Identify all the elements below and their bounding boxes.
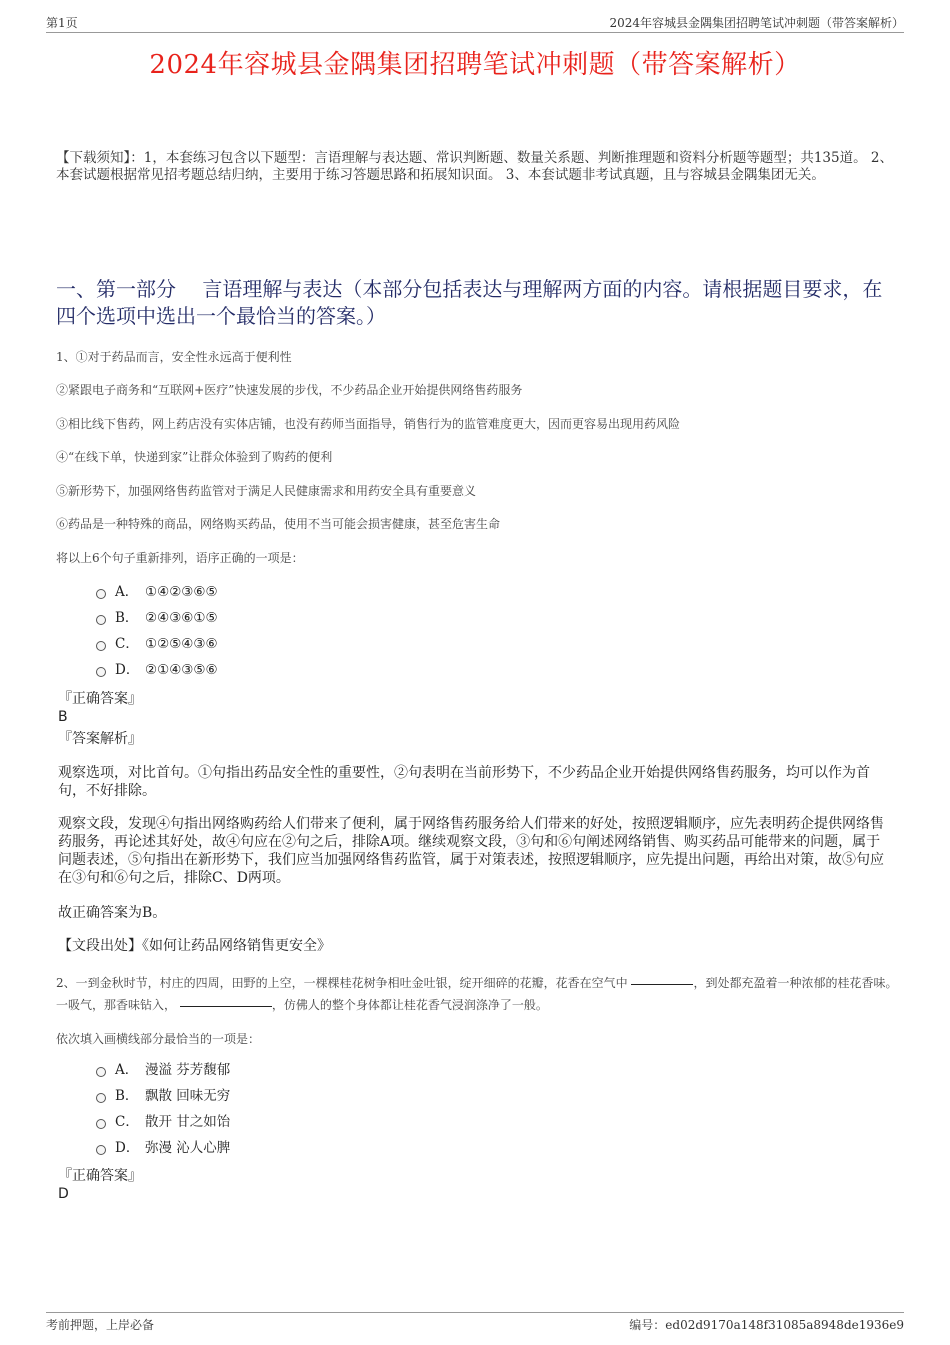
q2-options — [96, 1057, 230, 1161]
q2-option-b[interactable]: B． 飘散 回味无穷 — [96, 1083, 230, 1109]
download-notice: 【下载须知】：1，本套练习包含以下题型：言语理解与表达题、常识判断题、数量关系题、判断推理题和资料分析题等题型；共135道。 2、本套试题根据常见招考题总结归纳，主要用于练习答题思路和拓展知识面。 3、本套试题非考试真题，且与容城县金隅集团无关。 — [56, 150, 893, 183]
section-heading: 一、第一部分 言语理解与表达（本部分包括表达与理解两方面的内容。请根据题目要求，在四个选项中选出一个最恰当的答案。） — [56, 277, 883, 328]
q1-sentence-4: ④“在线下单，快递到家”让群众体验到了购药的便利 — [56, 450, 333, 464]
q1-sentence-6: ⑥药品是一种特殊的商品，网络购买药品，使用不当可能会损害健康，甚至危害生命 — [56, 517, 501, 531]
radio-button-icon[interactable] — [96, 615, 106, 625]
radio-button-icon[interactable] — [96, 589, 106, 599]
q1-option-c[interactable]: C． ①②⑤④③⑥ — [96, 631, 218, 657]
fill-blank-1[interactable] — [631, 984, 693, 985]
q1-analysis-label: 『答案解析』 — [58, 731, 142, 747]
q2-option-c[interactable]: C． 散开 甘之如饴 — [96, 1109, 230, 1135]
q1-sentence-3: ③相比线下售药，网上药店没有实体店铺，也没有药师当面指导，销售行为的监管难度更大，因而更容易出现用药风险 — [56, 417, 681, 431]
header-doc-title: 2024年容城县金隅集团招聘笔试冲刺题（带答案解析） — [609, 16, 904, 30]
q2-prompt: 依次填入画横线部分最恰当的一项是： — [56, 1032, 261, 1046]
footer-serial-number: 编号：ed02d9170a148f31085a8948de1936e9 — [629, 1318, 904, 1332]
q1-sentence-5: ⑤新形势下，加强网络售药监管对于满足人民健康需求和用药安全具有重要意义 — [56, 484, 477, 498]
q2-answer-value: D — [58, 1186, 69, 1202]
q1-option-b[interactable]: B． ②④③⑥①⑤ — [96, 605, 218, 631]
q2-option-d[interactable]: D． 弥漫 沁人心脾 — [96, 1135, 230, 1161]
radio-button-icon[interactable] — [96, 1093, 106, 1103]
footer-slogan: 考前押题，上岸必备 — [46, 1318, 155, 1332]
q1-analysis-paragraph-1: 观察选项，对比首句。①句指出药品安全性的重要性，②句表明在当前形势下，不少药品企业开始提供网络售药服务，均可以作为首句，不好排除。 — [58, 765, 870, 799]
q1-sentence-2: ②紧跟电子商务和“互联网+医疗”快速发展的步伐，不少药品企业开始提供网络售药服务 — [56, 383, 523, 397]
q1-source: 【文段出处】《如何让药品网络销售更安全》 — [58, 938, 331, 954]
q2-option-a[interactable]: A． 漫溢 芬芳馥郁 — [96, 1057, 230, 1083]
q1-sentence-1: 1、①对于药品而言，安全性永远高于便利性 — [56, 350, 292, 364]
radio-button-icon[interactable] — [96, 667, 106, 677]
document-title: 2024年容城县金隅集团招聘笔试冲刺题（带答案解析） — [149, 50, 801, 80]
radio-button-icon[interactable] — [96, 1067, 106, 1077]
page-header — [46, 14, 904, 33]
q1-answer-label: 『正确答案』 — [58, 691, 142, 707]
q1-option-a[interactable]: A． ①④②③⑥⑤ — [96, 579, 218, 605]
q1-answer-value: B — [58, 709, 68, 725]
radio-button-icon[interactable] — [96, 1119, 106, 1129]
q1-prompt: 将以上6个句子重新排列，语序正确的一项是： — [56, 551, 304, 565]
page-footer — [46, 1312, 904, 1333]
q2-stem: 2、一到金秋时节，村庄的四周，田野的上空，一棵棵桂花树争相吐金吐银，绽开细碎的花瓣，花香在空气中 ，到处都充盈着一种浓郁的桂花香味。一吸气，那香味钻入， ，仿佛人的整个身体都让桂花香气浸润涤净了一般。 — [56, 976, 898, 1012]
q1-analysis-paragraph-2: 观察文段，发现④句指出网络购药给人们带来了便利，属于网络售药服务给人们带来的好处，按照逻辑顺序，应先表明药企提供网络售药服务，再论述其好处，故④句应在②句之后，排除A项。继续观察文段，③句和⑥句阐述网络销售、购买药品可能带来的问题，属于问题表述，⑤句指出在新形势下，我们应当加强网络售药监管，属于对策表述，按照逻辑顺序，应先提出问题，再给出对策，故⑤句应在③句和⑥句之后，排除C、D两项。 — [58, 816, 884, 886]
page-number-label: 第1页 — [46, 16, 78, 30]
q1-analysis-conclusion: 故正确答案为B。 — [58, 905, 167, 921]
q1-option-d[interactable]: D． ②①④③⑤⑥ — [96, 657, 218, 683]
radio-button-icon[interactable] — [96, 1145, 106, 1155]
q2-answer-label: 『正确答案』 — [58, 1168, 142, 1184]
fill-blank-2[interactable] — [180, 1006, 272, 1007]
radio-button-icon[interactable] — [96, 641, 106, 651]
q1-options — [96, 579, 218, 683]
